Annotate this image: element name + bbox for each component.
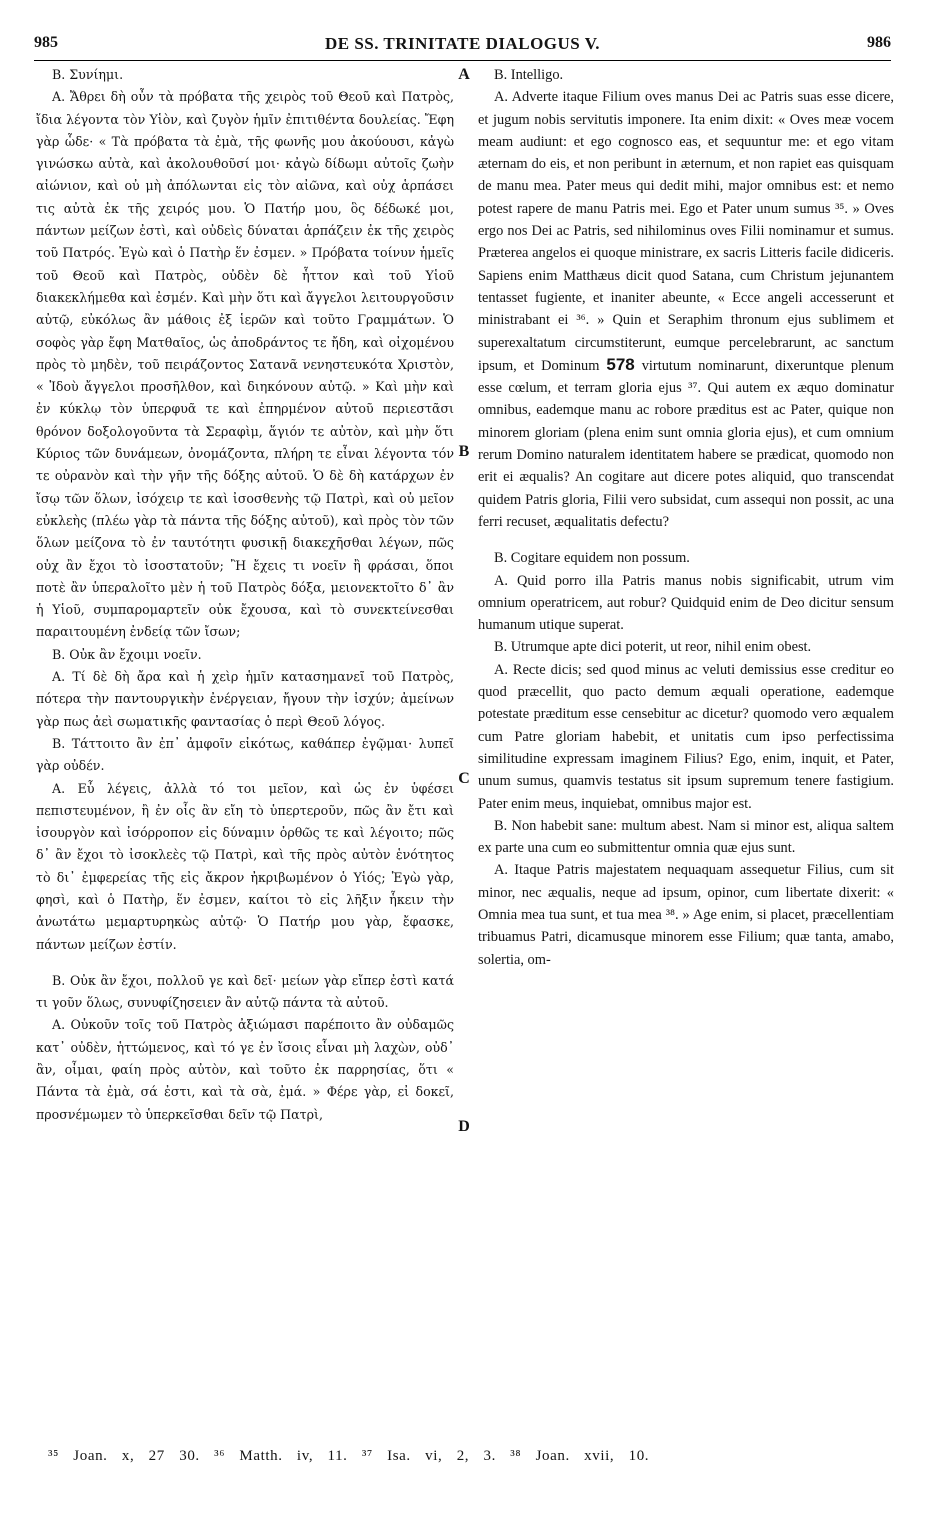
latin-text: virtutum nominarunt, dixeruntque plenum esse cœlum, et terram gloria ejus ³⁷. Qui autem ex æquo dominatur omnibus, eademque manu ac robore præditus est ac Pater, quique non minorem gloriam (plena enim sunt omnia gloria ejus), et cum omnium rerum Domino naturalem identitatem habere se prædicat, quomodo non erit ei æqualis? An cogitare aut dicere potes aliquid, quo transcendat quidem Patris gloria, Filii vero subsidat, cum assequi non possit, ac una ferri recuset, æqualitatis defectu? <box>478 357 894 530</box>
section-marker-c: C <box>458 770 470 787</box>
column-section-markers <box>452 0 476 1540</box>
latin-column <box>478 64 894 1434</box>
latin-paragraph <box>478 86 894 533</box>
page-number-left: 985 <box>34 34 58 51</box>
running-title: DE SS. TRINITATE DIALOGUS V. <box>324 34 601 53</box>
section-marker-d: D <box>458 1118 470 1135</box>
latin-paragraph: B. Intelligo. <box>494 67 564 83</box>
greek-paragraph: Β. Τάττοιτο ἂν ἐπ᾿ ἀμφοῖν εἰκότως, καθάπερ ἐγῷμαι· λυπεῖ γὰρ οὐδέν. <box>36 735 454 774</box>
latin-text: A. Adverte itaque Filium oves manus Dei ac Patris suas esse dicere, et jugum nobis servitutis imponere. Ita enim dixit: « Oves meæ vocem meam audiunt: et ego cognosco eas, et sequuntur me: et ego vitam æternam do eis, et non peribunt in æternum, et non rapiet eas quisquam de manu mea. Pater meus qui dedit mihi, major omnibus est: et nemo potest rapere de manu Patris mei. Ego et Pater unum sumus ³⁵. » Oves ergo nos Dei ac Patris, sed nihilominus oves Filii nominamur et sumus. Præterea angelos ei quoque ministrare, ex sacris Litteris facile didiceris. Sapiens enim Matthæus dicit quod Satana, cum Christum jejunantem tentasset fugiente, et inaniter abeunte, « Ecce angeli accesserunt et ministrabant ei ³⁶. » Quin et Seraphim thronum ejus sublimem et superexaltatum circumstiterunt, eumque percelebrarunt, ac sanctum ipsum, et Dominum <box>478 89 894 374</box>
footnotes: ³⁵ Joan. x, 27 30. ³⁶ Matth. iv, 11. ³⁷ Isa. vi, 2, 3. ³⁸ Joan. xvii, 10. <box>48 1448 650 1464</box>
latin-paragraph: A. Recte dicis; sed quod minus ac veluti demissius esse creditur eo quod præcellit, quo pacto demum æquali operatione, eademque potestate præditum esse censebitur ac dicetur? quomodo vero æqualem cum Patre gloriam habebit, et unitatis cum ipso perfectissima similitudine expressam imaginem Filius? Ego, enim, inquit, et Pater, unum sumus, quamvis testatus sit ipsum supremum tenere fastigium. Pater enim meus, inquiebat, omnibus major est. <box>478 661 894 812</box>
latin-paragraph: B. Utrumque apte dici poterit, ut reor, nihil enim obest. <box>494 639 812 656</box>
section-marker-a: A <box>458 66 470 83</box>
latin-paragraph: A. Quid porro illa Patris manus nobis significabit, utrum vim omnium operatricem, aut robur? Quidquid enim de Deo dicitur sensum humanum utique superat. <box>478 572 894 634</box>
greek-paragraph: Β. Συνίημι. <box>52 67 124 82</box>
latin-paragraph: B. Non habebit sane: multum abest. Nam si minor est, aliqua saltem ex parte una cum eo submittentur omnia quæ ejus sunt. <box>478 817 894 857</box>
greek-paragraph: Α. Οὐκοῦν τοῖς τοῦ Πατρὸς ἀξιώμασι παρέποιτο ἂν οὐδαμῶς κατ᾿ οὐδὲν, ἡττώμενος, καὶ τό γε ἐν ἴσοις εἶναι μὴ λαχὼν, οὐδ᾿ ἂν, οἶμαι, φαίη πρὸς αὐτὸν, καὶ τοῦτο ἐκ παρρησίας, ὅτι « Πάντα τὰ ἐμὰ, σά ἐστι, καὶ τὰ σὰ, ἐμά. » Φέρε γὰρ, εἰ δοκεῖ, προσνέμωμεν τὸ ὑπερκεῖσθαι δεῖν τῷ Πατρὶ, <box>36 1017 454 1122</box>
section-marker-b: B <box>458 443 470 460</box>
column-number: 578 <box>606 354 635 374</box>
greek-paragraph: Β. Οὐκ ἂν ἔχοιμι νοεῖν. <box>52 646 202 662</box>
greek-paragraph: Α. Τί δὲ δὴ ἄρα καὶ ἡ χεὶρ ἡμῖν κατασημανεῖ τοῦ Πατρὸς, πότερα τὴν παντουργικὴν ἐνέργειαν, ἤγουν τὴν ἰσχύν; ἀμείνων γὰρ πως ἀεὶ σωματικῆς φαντασίας ὁ περὶ Θεοῦ λόγος. <box>36 669 454 729</box>
greek-paragraph: Α. Εὖ λέγεις, ἀλλὰ τό τοι μεῖον, καὶ ὡς ἐν ὑφέσει πεπιστευμένον, ἢ ἐν οἷς ἂν εἴη τὸ ὑπερτεροῦν, πῶς ἂν ἔτι καὶ ἰσουργὸν καὶ ἰσόρροπον εἰς δύναμιν ὀρθῶς τε καὶ λέγοιτο; πῶς δ᾿ ἂν ἔχοι τὸ ἰσοκλεὲς τῷ Πατρὶ, καὶ τῆς πρὸς αὐτὸν ἑνότητος τὸ δι᾿ ἐμφερείας τῆς εἰς ἄκρον ἠκριβωμένον ὁ Υἱός; Ἐγὼ γὰρ, φησὶ, καὶ ὁ Πατὴρ, ἕν ἐσμεν, καίτοι τὸ εἰς λῆξιν ἧκειν τὴν ἀνωτάτω μεμαρτυρηκὼς αὐτῷ· Ὁ Πατήρ μου γὰρ, ἔφασκε, πάντων μείζων ἐστίν. <box>36 780 454 952</box>
greek-paragraph: Α. Ἄθρει δὴ οὖν τὰ πρόβατα τῆς χειρὸς τοῦ Θεοῦ καὶ Πατρὸς, ἴδια λέγοντα τὸν Υἱὸν, καὶ ζυγὸν ἡμῖν ἐπιτιθέντα δουλείας. Ἔφη γὰρ ὧδε· « Τὰ πρόβατα τὰ ἐμὰ, τῆς φωνῆς μου ἀκούουσι, κἀγὼ γινώσκω αὐτὰ, καὶ ἀκολουθοῦσί μοι· κἀγὼ δίδωμι αὐτοῖς ζωὴν αἰώνιον, καὶ οὐ μὴ ἀπόλωνται εἰς τὸν αἰῶνα, καὶ οὐχ ἁρπάσει τις αὐτὰ ἐκ τῆς χειρός μου. Ὁ Πατήρ μου, ὃς δέδωκέ μοι, πάντων μείζων ἐστὶ, καὶ οὐδεὶς δύναται ἁρπάζειν ἐκ τῆς χειρὸς τοῦ Πατρός. Ἐγὼ καὶ ὁ Πατὴρ ἕν ἐσμεν. » Πρόβατα τοίνυν ἡμεῖς τοῦ Θεοῦ καὶ Πατρὸς, οὐδὲν δὲ ἧττον καὶ τοῦ Υἱοῦ διακεκλήμεθα καὶ ἐσμέν. Καὶ μὴν ὅτι καὶ ἄγγελοι λειτουργοῦσιν αὐτῷ, εὐκόλως ἂν μάθοις ἐξ ἱερῶν καὶ τοῦτο Γραμμάτων. Ὁ σοφὸς γὰρ ἔφη Ματθαῖος, ὡς ἀποδράντος τε ἤδη, καὶ οἰχομένου πρὸς τὸ μηδὲν, τοῦ πειράζοντος Σατανᾶ νενηστευκότα Χριστὸν, « Ἰδοὺ ἄγγελοι προσῆλθον, καὶ διηκόνουν αὐτῷ. » Καὶ μὴν καὶ ἐν κύκλῳ τὸν ὑπερφυᾶ τε καὶ ἐπηρμένον αὐτοῦ περιεστᾶσι θρόνον δοξολογοῦντα τὰ Σεραφὶμ, ἅγιόν τε αὐτὸν, καὶ μὴν ὅτι Κύριος τῶν δυνάμεων, ὀνομάζοντα, πλήρη τε εἶναι λέγοντα τόν τε οὐρανὸν καὶ τὴν γῆν τῆς δόξης αὐτοῦ. Ὁ δὲ δὴ κατάρχων ἐν ἴσῳ τῶν ὅλων, ἰσόχειρ τε καὶ ἰσοσθενὴς τῷ Πατρὶ, καὶ οὐ μεῖον εὐκλεὴς (πλέω γὰρ τὰ πάντα τῆς δόξης αὐτοῦ), καὶ πρὸς τὸν τῶν ὅλων μείζονα τὸ ἐν ταυτότητι φυσικῇ διακεχῆσθαι λέγων, πῶς οὐχ ἂν ἔχοι τὸ ἰσοστατοῦν; Ἢ ἔχεις τι νοεῖν ἢ φράσαι, ὅποι ποτὲ ἂν ὑπεραλοῖτο μὲν ἡ τοῦ Πατρὸς δόξα, μειονεκτοῖτο δ᾿ ἂν ἡ Υἱοῦ, συμπαρομαρτεῖν οὐκ ἔχουσα, καὶ τὸ συνεκτείνεσθαι παραιτουμένη ἐνδείᾳ τῶν ἴσων; <box>36 89 454 640</box>
page-number-right: 986 <box>867 34 891 51</box>
greek-column <box>36 64 454 1434</box>
latin-paragraph: A. Itaque Patris majestatem nequaquam assequetur Filius, cum sit minor, nec æqualis, neque ad ipsum, opinor, cum libertate dixerit: « Omnia mea tua sunt, et tua mea ³⁸. » Age enim, si placet, præcellentiam tribuamus Patri, dicamusque minorem esse Filium; quæ tanta, amabo, solertia, om- <box>478 862 894 968</box>
greek-paragraph: Β. Οὐκ ἂν ἔχοι, πολλοῦ γε καὶ δεῖ· μείων γὰρ εἴπερ ἐστὶ κατά τι γοῦν ὅλως, συνυφίζησειεν ἂν αὐτῷ πάντα τὰ αὐτοῦ. <box>36 972 454 1011</box>
latin-paragraph: B. Cogitare equidem non possum. <box>494 550 690 567</box>
